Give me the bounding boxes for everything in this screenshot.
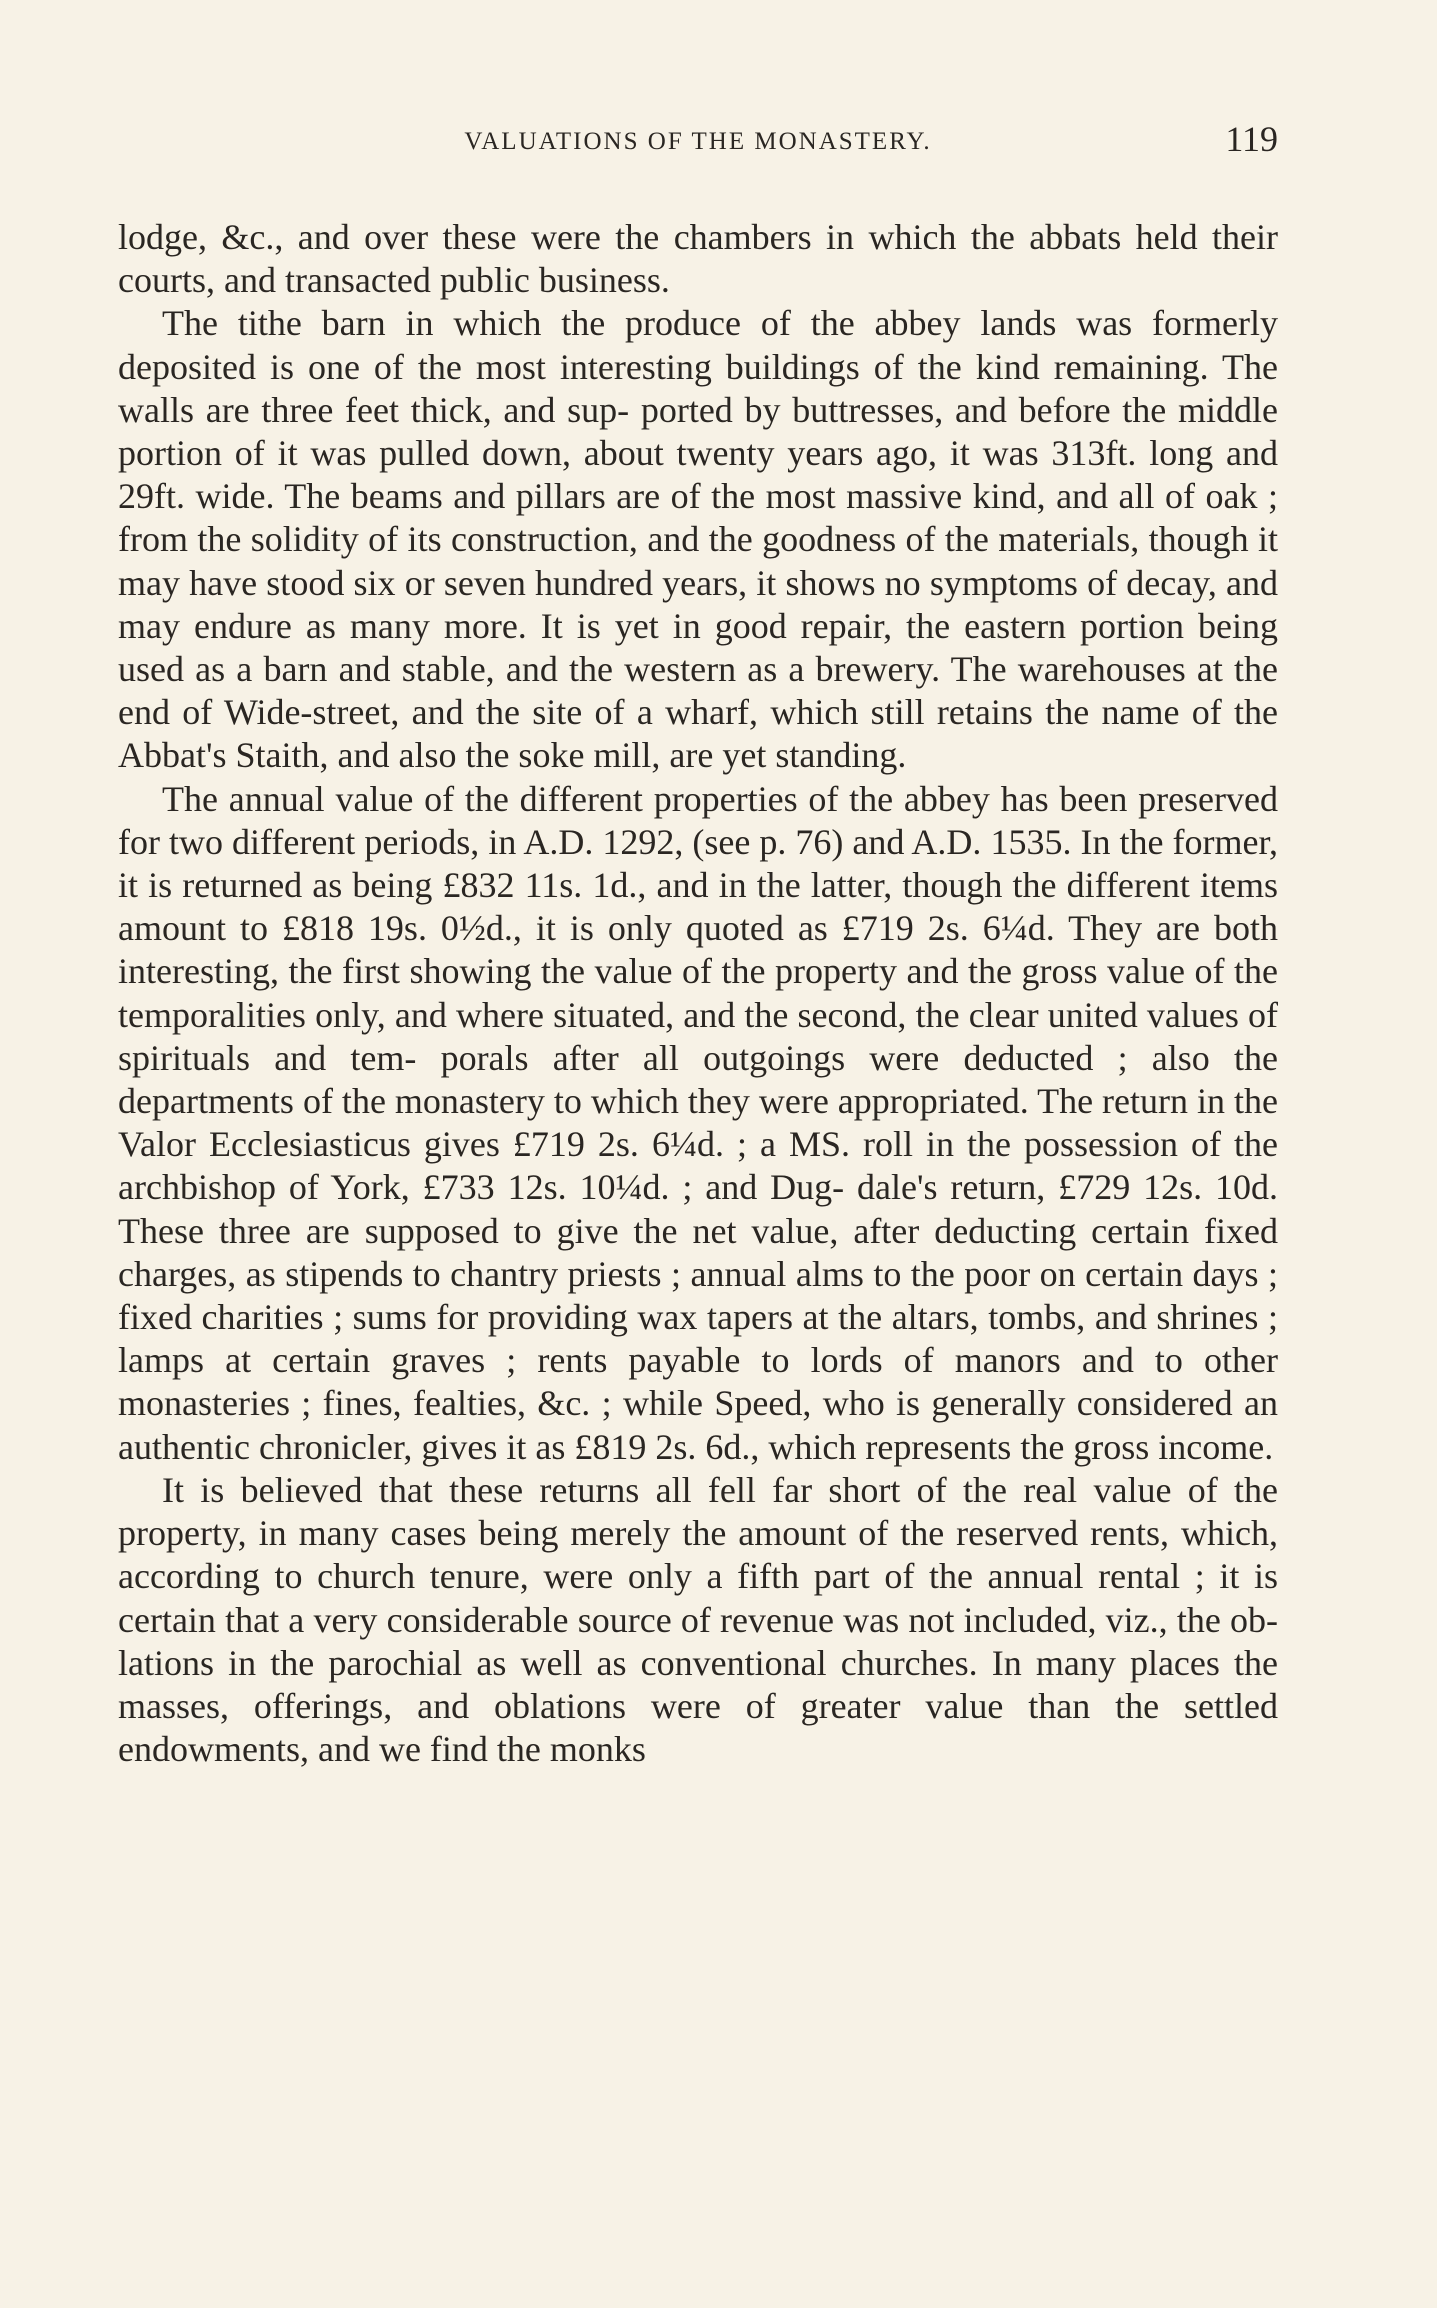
book-page	[118, 118, 1278, 1771]
paragraph-returns: It is believed that these returns all fell far short of the real value of the property, in many cases being merely the amount of the reserved rents, which, according to church tenure, were only a fifth part of the annual rental ; it is certain that a very considerable source of revenue was not included, viz., the ob- lations in the parochial as well as conventional churches. In many places the masses, offerings, and oblations were of greater value than the settled endowments, and we find the monks	[118, 1469, 1278, 1770]
running-head	[118, 118, 1278, 166]
body-text	[118, 216, 1278, 1771]
paragraph-continuation: lodge, &c., and over these were the chambers in which the abbats held their courts, and transacted public business.	[118, 217, 1278, 301]
page-number: 119	[1225, 119, 1278, 159]
running-title: VALUATIONS OF THE MONASTERY.	[464, 128, 932, 155]
paragraph-tithe-barn: The tithe barn in which the produce of the abbey lands was formerly deposited is one of the most interesting buildings of the kind remaining. The walls are three feet thick, and sup- ported by buttresses, and before the middle portion of it was pulled down, about twenty years ago, it was 313ft. long and 29ft. wide. The beams and pillars are of the most massive kind, and all of oak ; from the solidity of its construction, and the goodness of the materials, though it may have stood six or seven hundred years, it shows no symptoms of decay, and may endure as many more. It is yet in good repair, the eastern portion being used as a barn and stable, and the western as a brewery. The warehouses at the end of Wide-street, and the site of a wharf, which still retains the name of the Abbat's Staith, and also the soke mill, are yet standing.	[118, 303, 1278, 776]
paragraph-annual-value: The annual value of the different properties of the abbey has been preserved for two different periods, in A.D. 1292, (see p. 76) and A.D. 1535. In the former, it is returned as being £832 11s. 1d., and in the latter, though the different items amount to £818 19s. 0½d., it is only quoted as £719 2s. 6¼d. They are both interesting, the first showing the value of the property and the gross value of the temporalities only, and where situated, and the second, the clear united values of spirituals and tem- porals after all outgoings were deducted ; also the departments of the monastery to which they were appropriated. The return in the Valor Ecclesiasticus gives £719 2s. 6¼d. ; a MS. roll in the possession of the archbishop of York, £733 12s. 10¼d. ; and Dug- dale's return, £729 12s. 10d. These three are supposed to give the net value, after deducting certain fixed charges, as stipends to chantry priests ; annual alms to the poor on certain days ; fixed charities ; sums for providing wax tapers at the altars, tombs, and shrines ; lamps at certain graves ; rents payable to lords of manors and to other monasteries ; fines, fealties, &c. ; while Speed, who is generally considered an authentic chronicler, gives it as £819 2s. 6d., which represents the gross income.	[118, 778, 1278, 1467]
